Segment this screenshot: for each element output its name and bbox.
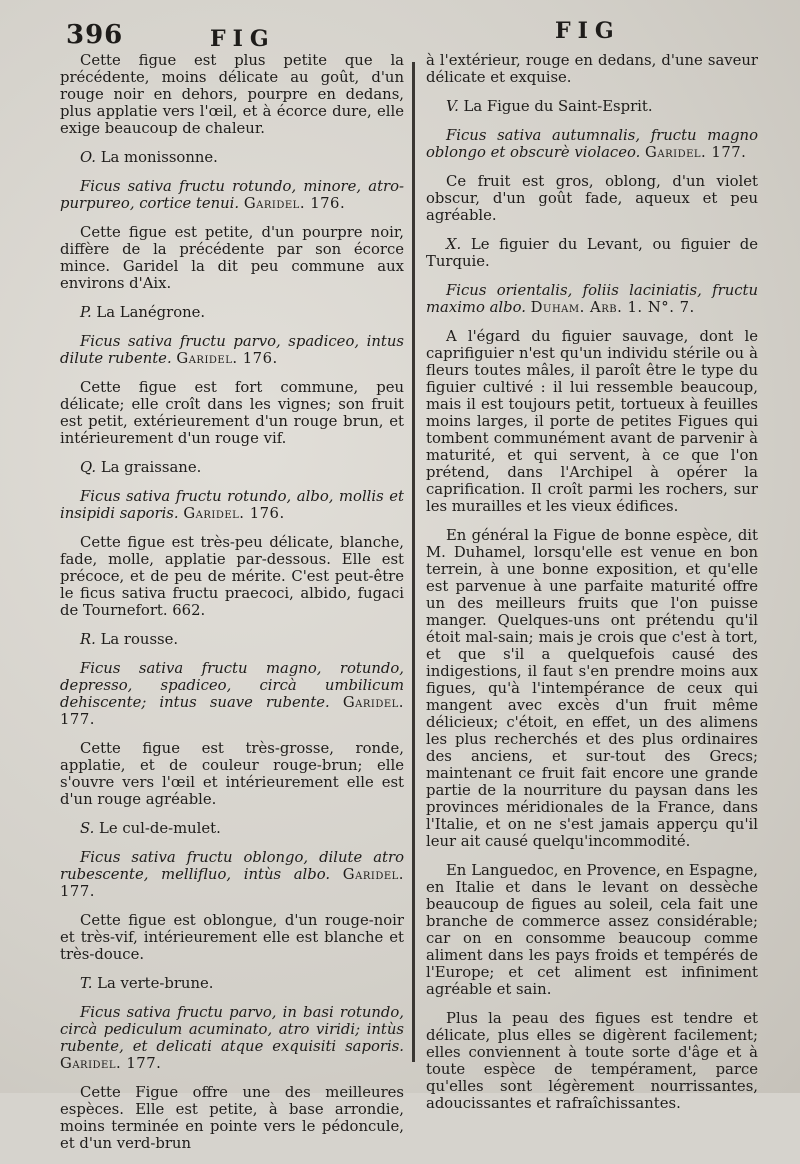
paragraph: Cette figue est fort commune, peu délicate; elle croît dans les vignes; son fruit est petit, extérieurement d'un rouge brun, et intérieurement d'un rouge vif. [60,379,404,447]
latin-text: Ficus sativa fructu rotundo, albo, mollis et insipidi saporis. [60,488,404,522]
variety-name: La Lanégrone. [96,304,206,321]
paragraph-continued: à l'extérieur, rouge en dedans, d'une saveur délicate et exquise. [426,52,758,86]
paragraph: Cette figue est petite, d'un pourpre noir, diffère de la précédente par son écorce mince. Garidel la dit peu commune aux environs d'Aix. [60,224,404,292]
latin-description [60,849,404,900]
paragraph: Plus la peau des figues est tendre et délicate, plus elles se digèrent facilement; elles conviennent à toute sorte d'âge et à toute espèce de tempérament, parce qu'elles sont légèrement nourrissantes, adoucissantes et rafraîchissantes. [426,1010,758,1112]
paragraph: Cette figue est très-peu délicate, blanche, fade, molle, applatie par-dessous. Elle est précoce, et de peu de mérite. C'est peut-être le ficus sativa fructu praecoci, albido, fugaci de Tournefort. 662. [60,534,404,619]
variety-name: La verte-brune. [97,975,214,992]
paragraph: Cette figue est plus petite que la précédente, moins délicate au goût, d'un rouge noir en dehors, pourpre en dedans, plus applatie vers l'œil, et à écorce dure, elle exige beaucoup de chaleur. [60,52,404,137]
reference: Duham. Arb. 1. N°. 7. [530,299,695,316]
reference: Garidel. 176. [243,195,346,212]
latin-text: Ficus sativa fructu parvo, in basi rotundo, circà pediculum acuminato, atro viridi; intùs rubente, et delicati atque exquisiti saporis. [60,1004,404,1055]
column-divider [412,62,415,1062]
latin-text: Ficus sativa fructu rotundo, minore, atro-purpureo, cortice tenui. [60,178,404,212]
running-head-left: FIG [210,26,276,52]
reference: Garidel. 177. [60,694,404,728]
latin-description [60,488,404,522]
variety-name: La rousse. [100,631,179,648]
variety-name: Le cul-de-mulet. [99,820,221,837]
variety-name: La Figue du Saint-Esprit. [463,98,653,115]
variety-heading [60,304,404,321]
paragraph: En général la Figue de bonne espèce, dit M. Duhamel, lorsqu'elle est venue en bon terrein, à une bonne exposition, et qu'elle est parvenue à une parfaite maturité offre un des meilleurs fruits que l'on puisse manger. Quelques-uns ont prétendu qu'il étoit mal-sain; mais je crois que c'est à tort, et que s'il a quelquefois causé des indigestions, il faut s'en prendre moins aux figues, qu'à l'intempérance de ceux qui mangent avec excès d'un fruit même délicieux; c'étoit, en effet, un des alimens les plus recherchés et des plus ordinaires des anciens, et sur-tout des Grecs; maintenant ce fruit fait encore une grande partie de la nourriture du paysan dans les provinces méridionales de la France, dans l'Italie, et on ne s'est jamais apperçu qu'il leur ait causé quelqu'incommodité. [426,527,758,850]
paragraph: A l'égard du figuier sauvage, dont le caprifiguier n'est qu'un individu stérile ou à fleurs toutes mâles, il paroît être le type du figuier cultivé : il lui ressemble beaucoup, mais il est toujours petit, tortueux à feuilles moins larges, il porte de petites Figues qui tombent communément avant de parvenir à maturité, et qui servent, à ce que l'on prétend, dans l'Archipel à opérer la caprification. Il croît parmi les rochers, sur les murailles et les vieux édifices. [426,328,758,515]
variety-letter: O. [80,149,96,166]
reference: Garidel. 176. [183,505,285,522]
paragraph: Cette figue est très-grosse, ronde, applatie, et de couleur rouge-brun; elle s'ouvre vers l'œil et intérieurement elle est d'un rouge agréable. [60,740,404,808]
variety-heading [60,820,404,837]
running-head-right: FIG [555,18,621,44]
latin-text: Ficus sativa fructu parvo, spadiceo, intus dilute rubente. [60,333,404,367]
variety-heading [60,975,404,992]
latin-description [426,127,758,161]
variety-letter: P. [80,304,92,321]
latin-description [60,1004,404,1072]
paragraph: En Languedoc, en Provence, en Espagne, en Italie et dans le levant on dessèche beaucoup de figues au soleil, cela fait une branche de commerce assez considérable; car on en consomme beaucoup comme aliment dans les pays froids et tempérés de l'Europe; et cet aliment est infiniment agréable et sain. [426,862,758,998]
variety-heading [60,149,404,166]
reference: Garidel. 177. [645,144,747,161]
variety-letter: T. [80,975,93,992]
page-number: 396 [66,20,124,50]
variety-heading [426,98,758,115]
variety-heading [60,631,404,648]
variety-letter: X. [446,236,462,253]
latin-description [60,178,404,212]
reference: Garidel. 176. [176,350,278,367]
paragraph: Ce fruit est gros, oblong, d'un violet obscur, d'un goût fade, aqueux et peu agréable. [426,173,758,224]
latin-text: Ficus sativa fructu oblongo, dilute atro rubescente, mellifluo, intùs albo. [60,849,404,883]
latin-text: Ficus sativa autumnalis, fructu magno oblongo et obscurè violaceo. [426,127,758,161]
latin-description [60,333,404,367]
variety-name: La monissonne. [100,149,218,166]
latin-description [60,660,404,728]
latin-text: Ficus orientalis, foliis laciniatis, fructu maximo albo. [426,282,758,316]
variety-letter: R. [80,631,96,648]
paragraph: Cette figue est oblongue, d'un rouge-noir et très-vif, intérieurement elle est blanche et très-douce. [60,912,404,963]
variety-letter: S. [80,820,95,837]
latin-text: Ficus sativa fructu magno, rotundo, depresso, spadiceo, circà umbilicum dehiscente; intus suave rubente. [60,660,404,711]
variety-letter: V. [446,98,459,115]
reference: Garidel. 177. [60,866,404,900]
variety-name: La graissane. [100,459,202,476]
variety-name: Le figuier du Levant, ou figuier de Turquie. [426,236,758,270]
reference: Garidel. 177. [60,1055,162,1072]
right-column [426,52,758,1124]
paragraph: Cette Figue offre une des meilleures espèces. Elle est petite, à base arrondie, moins terminée en pointe vers le pédoncule, et d'un verd-brun [60,1084,404,1152]
left-column [60,52,404,1164]
variety-heading [426,236,758,270]
latin-description [426,282,758,316]
variety-heading [60,459,404,476]
page-header [0,18,800,54]
variety-letter: Q. [80,459,97,476]
